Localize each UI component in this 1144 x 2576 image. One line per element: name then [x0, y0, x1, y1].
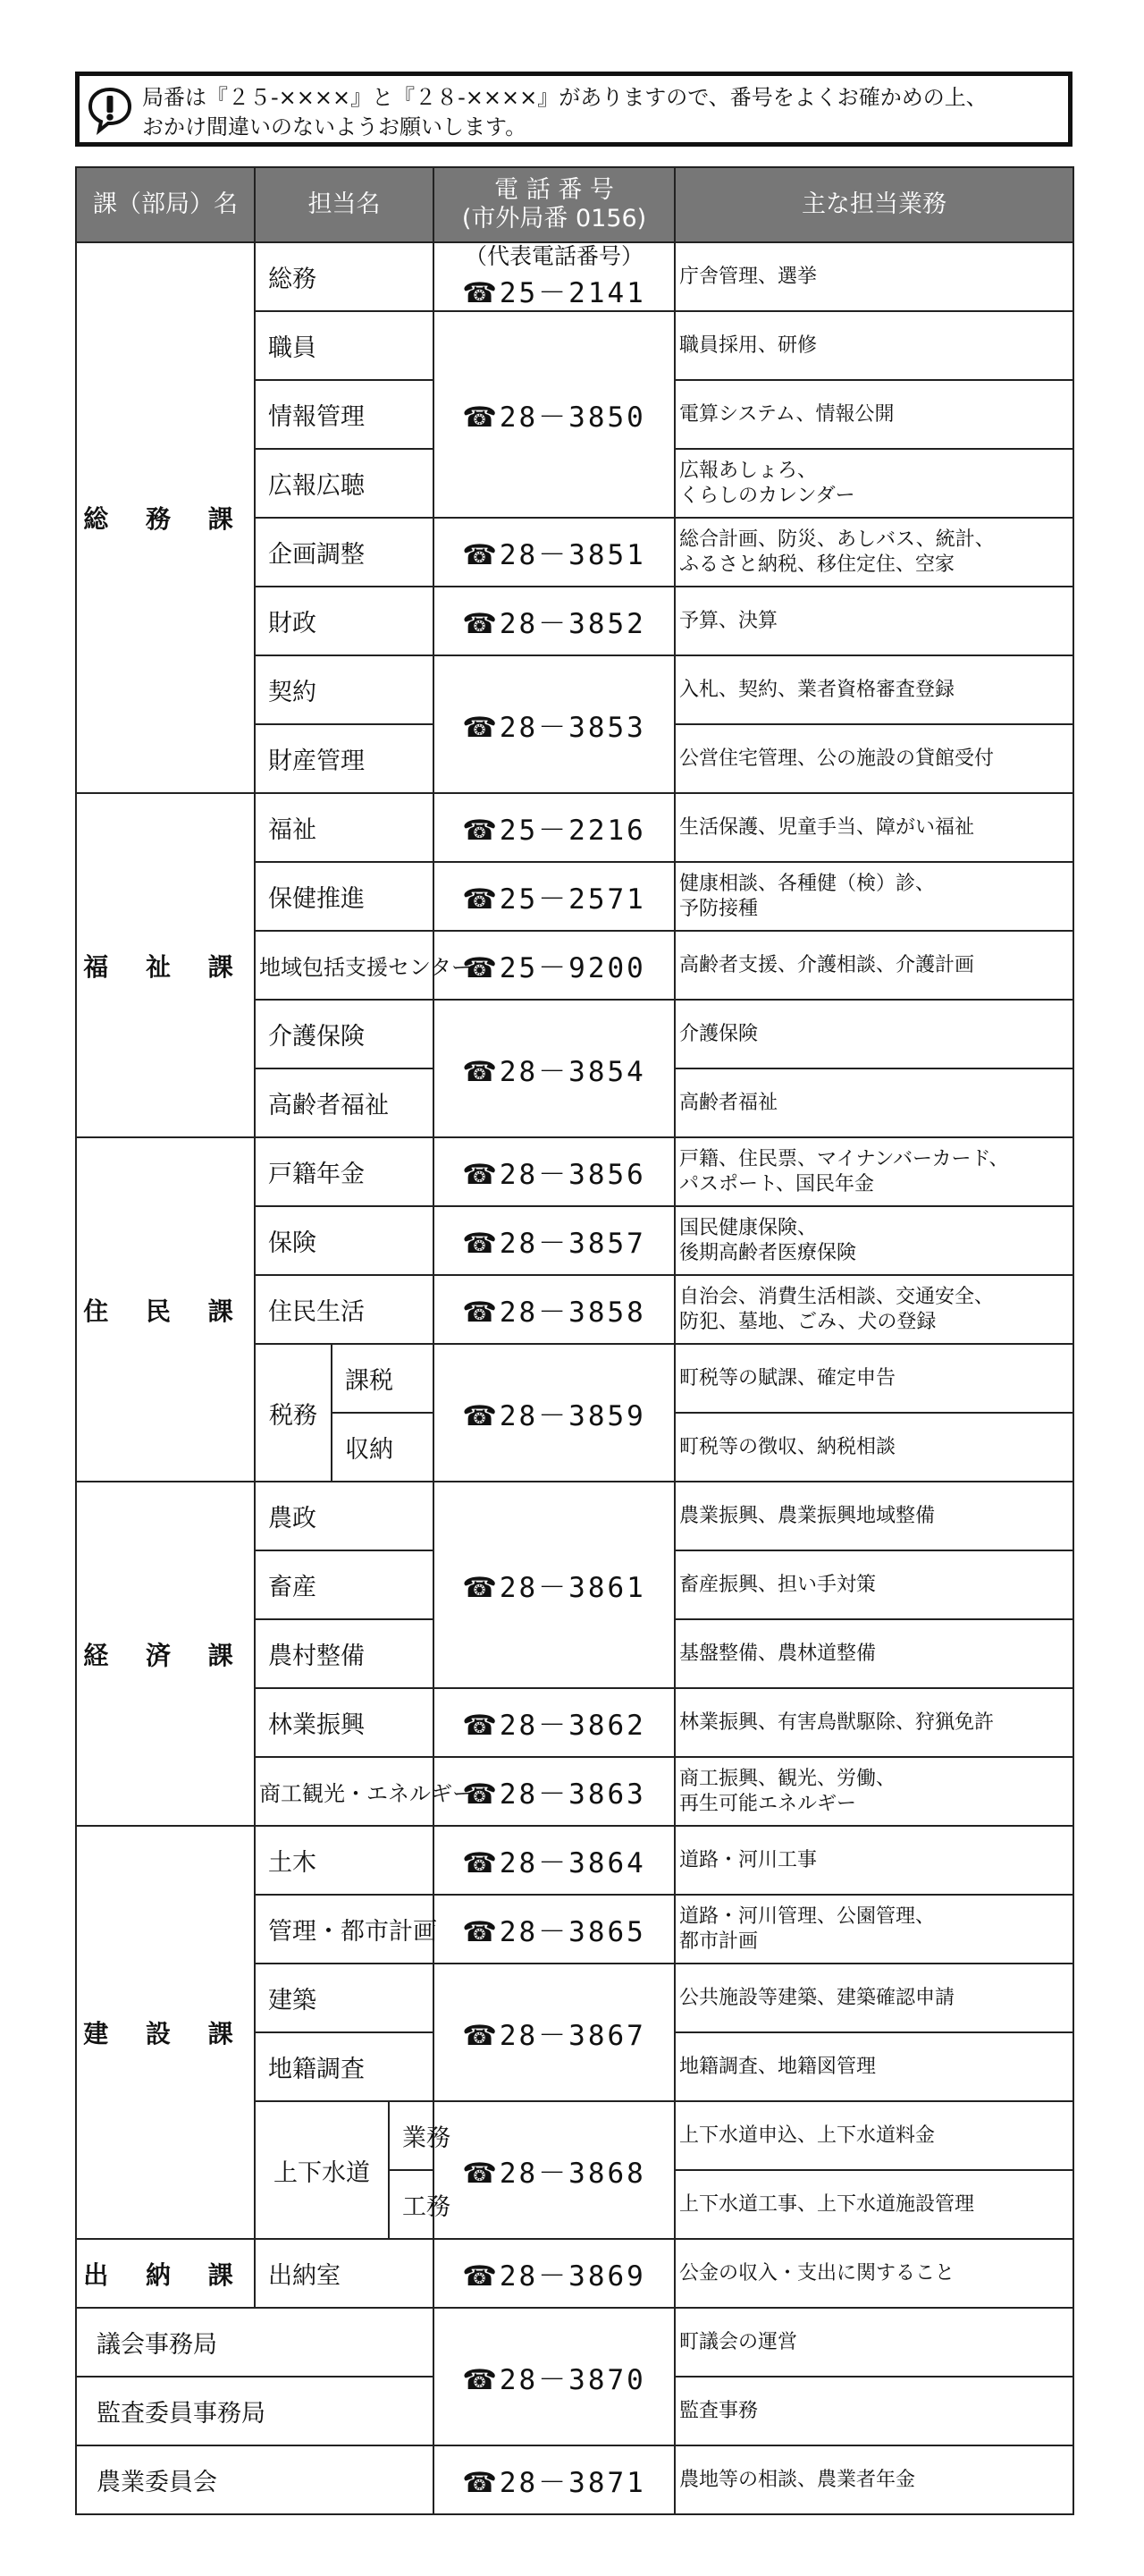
- phone-number[interactable]: [433, 587, 675, 655]
- phone-number[interactable]: [433, 931, 675, 1000]
- duty-cell: [675, 2101, 1073, 2170]
- duty-cell: [675, 2308, 1073, 2377]
- duty-cell: [675, 1000, 1073, 1068]
- duty-line-2: 再生可能エネルギー: [679, 1792, 857, 1815]
- phone-number[interactable]: [433, 518, 675, 587]
- phone-value: 28－3867: [499, 2019, 646, 2052]
- phone-number[interactable]: [433, 2239, 675, 2308]
- person-name: 企画調整: [255, 518, 433, 587]
- phone-value: 28－3864: [499, 1847, 646, 1879]
- phone-icon: ☎: [462, 2019, 500, 2052]
- duty-line-2: 後期高齢者医療保険: [679, 1241, 857, 1264]
- duty-line-1: 道路・河川工事: [679, 1848, 818, 1871]
- duty-line-1: 総合計画、防災、あしバス、統計、: [679, 528, 995, 551]
- duty-cell: [675, 1895, 1073, 1964]
- table-row: [76, 1826, 1073, 1895]
- phone-number[interactable]: [433, 1137, 675, 1206]
- table-row: [76, 2445, 1073, 2514]
- phone-icon: ☎: [462, 1778, 500, 1811]
- phone-value: 25－2141: [499, 277, 646, 309]
- phone-icon: ☎: [462, 539, 500, 571]
- phone-icon: ☎: [462, 1710, 500, 1742]
- table-row: [76, 2308, 1073, 2377]
- phone-number[interactable]: [433, 2101, 675, 2239]
- phone-number[interactable]: [433, 1000, 675, 1137]
- duty-cell: [675, 1757, 1073, 1826]
- duty-line-2: 防犯、墓地、ごみ、犬の登録: [679, 1310, 937, 1333]
- phone-value: 25－9200: [499, 952, 646, 984]
- duty-cell: [675, 2032, 1073, 2101]
- phone-value: 28－3869: [499, 2260, 646, 2293]
- phone-value: 28－3861: [499, 1572, 646, 1604]
- sub-person-name: 課税: [332, 1344, 433, 1413]
- person-name: 総務: [255, 242, 433, 311]
- dept-suito: 出 納 課: [76, 2239, 255, 2308]
- phone-value: 28－3868: [499, 2157, 646, 2190]
- duty-line-1: 国民健康保険、: [679, 1216, 818, 1239]
- duty-line-1: 上下水道工事、上下水道施設管理: [679, 2192, 975, 2216]
- phone-icon: ☎: [462, 2363, 500, 2396]
- duty-line-1: 電算システム、情報公開: [679, 402, 895, 426]
- duty-cell: [675, 2239, 1073, 2308]
- person-name: 高齢者福祉: [255, 1068, 433, 1137]
- dept-jumin: 住 民 課: [76, 1137, 255, 1482]
- phone-value: 28－3856: [499, 1159, 646, 1191]
- phone-icon: ☎: [462, 711, 500, 744]
- duty-line-1: 農業振興、農業振興地域整備: [679, 1504, 936, 1527]
- notice-box: [75, 72, 1072, 147]
- duty-line-1: 道路・河川管理、公園管理、: [679, 1905, 936, 1928]
- duty-line-1: 健康相談、各種健（検）診、: [679, 872, 936, 895]
- phone-number[interactable]: [433, 862, 675, 931]
- phone-value: 28－3853: [499, 711, 646, 744]
- group-josuido: 上下水道: [255, 2101, 389, 2239]
- duty-line-1: 監査事務: [679, 2399, 759, 2422]
- table-row: [76, 2239, 1073, 2308]
- duty-cell: [675, 2445, 1073, 2514]
- phone-number[interactable]: [433, 311, 675, 518]
- person-name: 管理・都市計画: [255, 1895, 433, 1964]
- person-name: 畜産: [255, 1550, 433, 1619]
- phone-value: 25－2216: [499, 815, 646, 847]
- duty-line-1: 町税等の徴収、納税相談: [679, 1435, 896, 1458]
- duty-cell: [675, 1206, 1073, 1275]
- duty-cell: [675, 1413, 1073, 1482]
- phone-icon: ☎: [462, 401, 500, 434]
- phone-number[interactable]: [433, 1482, 675, 1688]
- person-name: 地籍調査: [255, 2032, 433, 2101]
- header-phone: [433, 167, 675, 242]
- duty-line-2: ふるさと納税、移住定住、空家: [679, 553, 955, 576]
- notice-line-2: おかけ間違いのないようお願いします。: [142, 114, 527, 139]
- person-name: 建築: [255, 1964, 433, 2032]
- phone-number[interactable]: [433, 1688, 675, 1757]
- person-name: 林業振興: [255, 1688, 433, 1757]
- duty-cell: [675, 449, 1073, 518]
- duty-line-1: 公営住宅管理、公の施設の貸館受付: [679, 747, 995, 770]
- exclamation-bubble-icon: [87, 87, 133, 133]
- header-phone-line2: (市外局番 0156): [461, 205, 647, 232]
- duty-cell: [675, 793, 1073, 862]
- phone-icon: ☎: [462, 815, 500, 847]
- duty-line-1: 公金の収入・支出に関すること: [679, 2261, 955, 2285]
- duty-line-1: 町税等の賦課、確定申告: [679, 1366, 896, 1389]
- person-name: 情報管理: [255, 380, 433, 449]
- duty-line-1: 職員採用、研修: [679, 334, 818, 357]
- sub-person-name: 収納: [332, 1413, 433, 1482]
- duty-line-2: パスポート、国民年金: [679, 1172, 875, 1195]
- phone-value: 28－3871: [499, 2467, 646, 2499]
- phone-icon: ☎: [462, 1847, 500, 1879]
- section-name: 監査委員事務局: [76, 2377, 433, 2445]
- person-name: 財政: [255, 587, 433, 655]
- duty-line-1: 高齢者支援、介護相談、介護計画: [679, 953, 975, 976]
- header-dept: 課（部局）名: [76, 167, 255, 242]
- person-name: 職員: [255, 311, 433, 380]
- dept-fukushi: 福 祉 課: [76, 793, 255, 1137]
- duty-line-1: 戸籍、住民票、マイナンバーカード、: [679, 1147, 1009, 1170]
- duty-line-1: 介護保険: [679, 1022, 759, 1045]
- person-name: 保険: [255, 1206, 433, 1275]
- duty-cell: [675, 242, 1073, 311]
- duty-line-1: 林業振興、有害鳥獣駆除、狩猟免許: [679, 1710, 995, 1734]
- phone-value: 28－3850: [499, 401, 646, 434]
- duty-cell: [675, 1137, 1073, 1206]
- phone-value: 28－3854: [499, 1055, 646, 1088]
- phone-number[interactable]: [433, 1344, 675, 1482]
- phone-number[interactable]: [433, 1826, 675, 1895]
- duty-line-2: 都市計画: [679, 1930, 759, 1953]
- duty-cell: [675, 1275, 1073, 1344]
- phone-icon: ☎: [462, 883, 500, 916]
- phone-icon: ☎: [462, 1916, 500, 1948]
- group-zeimu: 税務: [255, 1344, 332, 1482]
- phone-icon: ☎: [462, 2157, 500, 2190]
- phone-value: 28－3851: [499, 539, 646, 571]
- duty-line-1: 町議会の運営: [679, 2330, 798, 2353]
- section-name: 議会事務局: [76, 2308, 433, 2377]
- person-name: 商工観光・エネルギー: [255, 1757, 433, 1826]
- phone-icon: ☎: [462, 2467, 500, 2499]
- phone-icon: ☎: [462, 2260, 500, 2293]
- phone-icon: ☎: [462, 1159, 500, 1191]
- table-row: [76, 793, 1073, 862]
- phone-number[interactable]: [433, 2308, 675, 2445]
- duty-line-1: 入札、契約、業者資格審査登録: [679, 678, 955, 701]
- sub-person-name: 工務: [389, 2170, 433, 2239]
- person-name: 財産管理: [255, 724, 433, 793]
- person-name: 出納室: [255, 2239, 433, 2308]
- phone-number[interactable]: [433, 1275, 675, 1344]
- header-person: 担当名: [255, 167, 433, 242]
- notice-line-1: 局番は『２５-××××』と『２８-××××』がありますので、番号をよくお確かめの上、: [142, 85, 988, 110]
- duty-line-1: 基盤整備、農林道整備: [679, 1642, 877, 1665]
- duty-cell: [675, 1826, 1073, 1895]
- person-name: 農政: [255, 1482, 433, 1550]
- person-name: 土木: [255, 1826, 433, 1895]
- phone-number[interactable]: [433, 1206, 675, 1275]
- duty-line-1: 予算、決算: [679, 609, 778, 632]
- duty-line-1: 地籍調査、地籍図管理: [679, 2055, 877, 2078]
- phone-icon: ☎: [462, 1572, 500, 1604]
- duty-cell: [675, 931, 1073, 1000]
- duty-cell: [675, 380, 1073, 449]
- duty-cell: [675, 2377, 1073, 2445]
- phone-value: 28－3852: [499, 608, 646, 640]
- duty-cell: [675, 655, 1073, 724]
- phone-icon: ☎: [462, 1296, 500, 1329]
- person-name: 広報広聴: [255, 449, 433, 518]
- section-name: 農業委員会: [76, 2445, 433, 2514]
- phone-value: 28－3865: [499, 1916, 646, 1948]
- duty-line-1: 公共施設等建築、建築確認申請: [679, 1986, 955, 2009]
- phone-value: 28－3870: [499, 2363, 646, 2396]
- duty-line-2: くらしのカレンダー: [679, 484, 855, 507]
- table-row: [76, 1137, 1073, 1206]
- department-directory-table: [75, 166, 1074, 2515]
- phone-number[interactable]: [433, 655, 675, 793]
- table-row: [76, 1482, 1073, 1550]
- duty-line-1: 自治会、消費生活相談、交通安全、: [679, 1285, 995, 1308]
- phone-value: 28－3862: [499, 1710, 646, 1742]
- duty-cell: [675, 1068, 1073, 1137]
- header-phone-line1: 電 話 番 号: [494, 176, 614, 204]
- duty-line-1: 生活保護、児童手当、障がい福祉: [679, 815, 975, 839]
- duty-cell: [675, 1550, 1073, 1619]
- duty-cell: [675, 1344, 1073, 1413]
- phone-number[interactable]: [433, 1895, 675, 1964]
- phone-icon: ☎: [462, 608, 500, 640]
- phone-number[interactable]: [433, 1757, 675, 1826]
- duty-line-1: 広報あしょろ、: [679, 459, 818, 482]
- dept-keizai: 経 済 課: [76, 1482, 255, 1826]
- table-row: [76, 242, 1073, 311]
- duty-cell: [675, 1964, 1073, 2032]
- person-name: 契約: [255, 655, 433, 724]
- person-name: 福祉: [255, 793, 433, 862]
- duty-line-2: 予防接種: [679, 897, 759, 920]
- person-name: 地域包括支援センター: [255, 931, 433, 1000]
- dept-kensetsu: 建 設 課: [76, 1826, 255, 2239]
- phone-number[interactable]: [433, 2445, 675, 2514]
- duty-cell: [675, 1482, 1073, 1550]
- duty-cell: [675, 862, 1073, 931]
- duty-line-1: 上下水道申込、上下水道料金: [679, 2124, 936, 2147]
- phone-value: 28－3857: [499, 1228, 646, 1260]
- duty-cell: [675, 1619, 1073, 1688]
- duty-line-1: 畜産振興、担い手対策: [679, 1573, 877, 1596]
- duty-line-1: 農地等の相談、農業者年金: [679, 2468, 916, 2491]
- duty-cell: [675, 311, 1073, 380]
- duty-line-1: 高齢者福祉: [679, 1091, 778, 1114]
- phone-icon: ☎: [462, 1228, 500, 1260]
- phone-icon: ☎: [462, 1055, 500, 1088]
- person-name: 保健推進: [255, 862, 433, 931]
- phone-value: 28－3863: [499, 1778, 646, 1811]
- phone-value: 25－2571: [499, 883, 646, 916]
- header-duties: 主な担当業務: [675, 167, 1073, 242]
- table-header-row: [76, 167, 1073, 242]
- phone-value: 28－3859: [499, 1399, 646, 1432]
- phone-number[interactable]: [433, 1964, 675, 2101]
- duty-line-1: 庁舎管理、選挙: [679, 265, 818, 288]
- duty-cell: [675, 1688, 1073, 1757]
- phone-number[interactable]: [433, 793, 675, 862]
- person-name: 戸籍年金: [255, 1137, 433, 1206]
- dept-somu: 総 務 課: [76, 242, 255, 793]
- duty-cell: [675, 724, 1073, 793]
- phone-icon: ☎: [462, 952, 500, 984]
- duty-cell: [675, 2170, 1073, 2239]
- person-name: 介護保険: [255, 1000, 433, 1068]
- phone-icon: ☎: [462, 1399, 500, 1432]
- rep-phone-label: （代表電話番号）: [465, 243, 644, 269]
- duty-cell: [675, 587, 1073, 655]
- sub-person-name: 業務: [389, 2101, 433, 2170]
- person-name: 住民生活: [255, 1275, 433, 1344]
- phone-icon: ☎: [462, 277, 500, 309]
- person-name: 農村整備: [255, 1619, 433, 1688]
- notice-text: [142, 83, 988, 142]
- phone-number[interactable]: [433, 242, 675, 311]
- phone-value: 28－3858: [499, 1296, 646, 1329]
- duty-cell: [675, 518, 1073, 587]
- duty-line-1: 商工振興、観光、労働、: [679, 1767, 896, 1790]
